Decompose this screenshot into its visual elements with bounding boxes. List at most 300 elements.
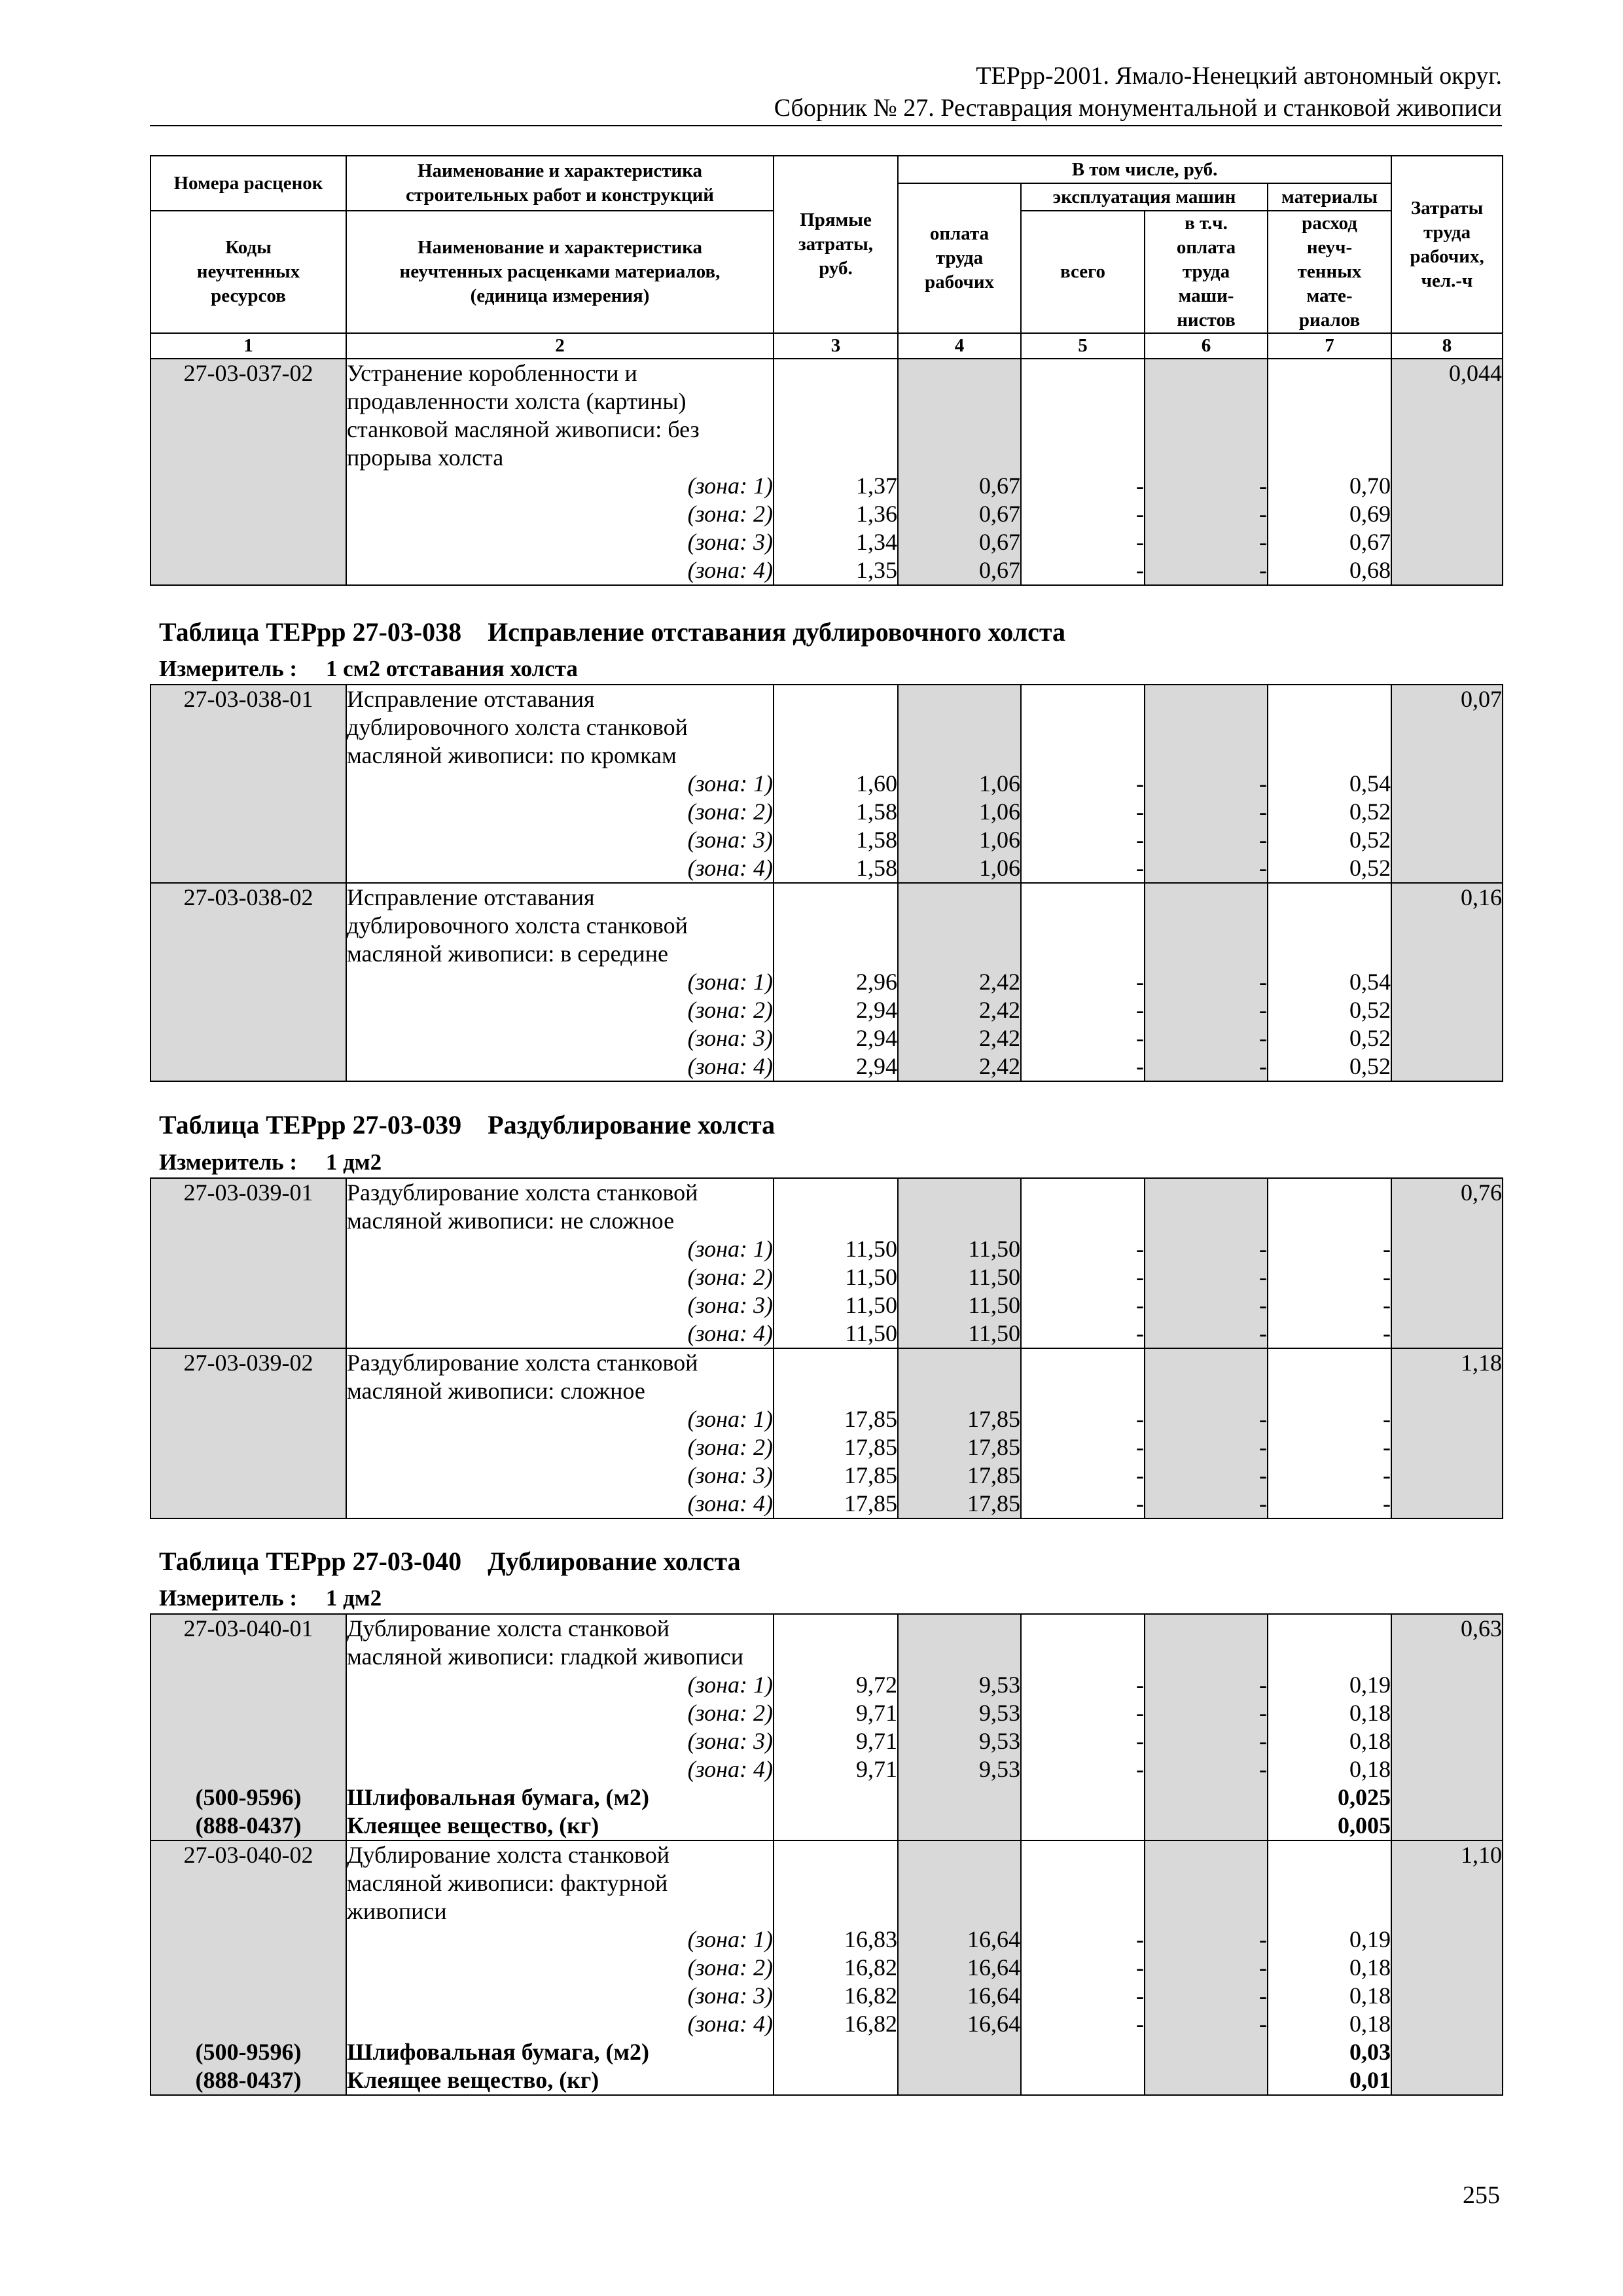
worker-wages [898, 685, 1021, 883]
direct-cost-value: 17,85 [844, 1434, 897, 1460]
direct-costs [774, 685, 898, 883]
col-header-labor-costs-line: рабочих, [1410, 245, 1484, 267]
resource-code: (888-0437) [195, 1812, 302, 1839]
rate-description [346, 1348, 774, 1518]
direct-cost-value: 9,71 [856, 1756, 897, 1782]
direct-costs [774, 359, 898, 585]
col-header-direct-costs [774, 156, 898, 333]
direct-cost-value: 16,82 [844, 2011, 897, 2037]
materials-cost-value: - [1383, 1320, 1391, 1346]
zone-label: (зона: 2) [687, 1700, 773, 1726]
rate-description-line: станковой масляной живописи: без [347, 416, 700, 442]
worker-wage-value: 2,42 [979, 1025, 1020, 1051]
direct-cost-value: 11,50 [845, 1320, 897, 1346]
zone-label: (зона: 3) [687, 1292, 773, 1318]
machine-total-value: - [1136, 798, 1144, 825]
col-header-including: В том числе, руб. [898, 156, 1391, 183]
worker-wage-value: 16,64 [967, 1926, 1020, 1952]
machine-total-value: - [1136, 1700, 1144, 1726]
running-header [150, 60, 1502, 124]
zone-label: (зона: 1) [687, 969, 773, 995]
materials-cost-value: - [1383, 1264, 1391, 1290]
resource-quantity: 0,025 [1338, 1784, 1391, 1810]
direct-cost-value: 11,50 [845, 1292, 897, 1318]
col-header-material-usage-line: расход [1302, 213, 1357, 234]
zone-label: (зона: 2) [687, 798, 773, 825]
worker-wage-value: 17,85 [967, 1490, 1020, 1516]
col-header-resource-codes-line: ресурсов [211, 285, 286, 306]
rate-row-27-03-040-02 [151, 1840, 1503, 2095]
machinist-wage-value: - [1259, 1406, 1267, 1432]
machinist-wage-value: - [1259, 557, 1267, 583]
col-header-direct-costs-line: затраты, [798, 234, 874, 255]
zone-label: (зона: 4) [687, 1053, 773, 1079]
machinist-wage-value: - [1259, 473, 1267, 499]
zone-label: (зона: 4) [687, 855, 773, 881]
machinist-wage-value: - [1259, 1434, 1267, 1460]
machinist-wage-value: - [1259, 529, 1267, 555]
machinist-wage-value: - [1259, 798, 1267, 825]
direct-cost-value: 1,36 [856, 501, 897, 527]
materials-cost-value: 0,52 [1349, 798, 1391, 825]
col-header-machinist-wages-line: в т.ч. [1185, 213, 1228, 234]
machine-total-value: - [1136, 1025, 1144, 1051]
rates-table-039 [150, 1177, 1503, 1519]
zone-label: (зона: 3) [687, 1982, 773, 2009]
table-title-039: Таблица ТЕРрр 27-03-039 Раздублирование холста [159, 1110, 776, 1139]
col-header-machine-total: всего [1021, 211, 1145, 333]
rate-code [151, 883, 346, 1081]
rate-description-line: масляной живописи: фактурной [347, 1870, 668, 1896]
materials-cost-value: - [1383, 1236, 1391, 1262]
col-header-worker-wages-line: рабочих [924, 272, 995, 293]
zone-label: (зона: 4) [687, 557, 773, 583]
col-header-material-usage-line: неуч- [1306, 237, 1353, 258]
machinist-wage-value: - [1259, 1728, 1267, 1754]
machine-total-value: - [1136, 1728, 1144, 1754]
materials-cost [1268, 1178, 1391, 1348]
col-number: 1 [151, 333, 346, 359]
materials-cost [1268, 1614, 1391, 1840]
machinist-wage-value: - [1259, 2011, 1267, 2037]
rate-description-line: масляной живописи: по кромкам [347, 742, 677, 768]
resource-name: Шлифовальная бумага, (м2) [347, 2039, 649, 2065]
rates-table-037 [150, 155, 1503, 586]
col-header-machinist-wages-line: нистов [1177, 310, 1236, 331]
rate-description-line: Раздублирование холста станковой [347, 1179, 698, 1206]
col-header-machinist-wages-line: маши- [1178, 285, 1234, 306]
worker-wage-value: 1,06 [979, 798, 1020, 825]
direct-cost-value: 1,60 [856, 770, 897, 797]
zone-label: (зона: 3) [687, 529, 773, 555]
materials-cost-value: 0,69 [1349, 501, 1391, 527]
worker-wages [898, 1840, 1021, 2095]
machine-total-value: - [1136, 1672, 1144, 1698]
labor-cost-value: 0,76 [1461, 1179, 1502, 1206]
materials-cost-value: 0,54 [1349, 770, 1391, 797]
rate-code [151, 1348, 346, 1518]
worker-wage-value: 1,06 [979, 827, 1020, 853]
measure-unit-038: Измеритель : 1 см2 отставания холста [159, 656, 578, 681]
materials-cost [1268, 359, 1391, 585]
header-rule [150, 125, 1502, 126]
worker-wages [898, 1178, 1021, 1348]
direct-cost-value: 17,85 [844, 1406, 897, 1432]
col-header-direct-costs-line: руб. [819, 258, 853, 279]
machine-total-value: - [1136, 827, 1144, 853]
machinist-wage-value: - [1259, 770, 1267, 797]
col-header-material-usage-line: риалов [1298, 310, 1361, 331]
rate-description [346, 1614, 774, 1840]
direct-cost-value: 1,58 [856, 798, 897, 825]
labor-cost-value: 1,10 [1461, 1842, 1502, 1868]
worker-wage-value: 2,42 [979, 997, 1020, 1023]
col-number: 2 [346, 333, 774, 359]
direct-cost-value: 11,50 [845, 1264, 897, 1290]
machinist-wage-value: - [1259, 1025, 1267, 1051]
rate-row-27-03-038-01 [151, 685, 1503, 883]
labor-costs [1391, 883, 1503, 1081]
worker-wage-value: 0,67 [979, 529, 1020, 555]
worker-wage-value: 9,53 [979, 1700, 1020, 1726]
direct-cost-value: 1,35 [856, 557, 897, 583]
materials-cost-value: - [1383, 1292, 1391, 1318]
machine-total-value: - [1136, 969, 1144, 995]
machine-total [1021, 1614, 1145, 1840]
col-header-labor-costs-line: Затраты [1410, 197, 1484, 219]
machinist-wages [1145, 1614, 1268, 1840]
rate-description-line: масляной живописи: гладкой живописи [347, 1643, 744, 1670]
labor-cost-value: 0,07 [1461, 686, 1502, 712]
zone-label: (зона: 1) [687, 770, 773, 797]
machinist-wage-value: - [1259, 969, 1267, 995]
direct-cost-value: 11,50 [845, 1236, 897, 1262]
rate-code-text: 27-03-039-02 [183, 1350, 313, 1376]
zone-label: (зона: 4) [687, 1756, 773, 1782]
machine-total-value: - [1136, 1926, 1144, 1952]
materials-cost-value: 0,18 [1349, 1700, 1391, 1726]
worker-wage-value: 16,64 [967, 2011, 1020, 2037]
machinist-wage-value: - [1259, 1672, 1267, 1698]
machine-total-value: - [1136, 1462, 1144, 1488]
machine-total-value: - [1136, 1320, 1144, 1346]
col-header-machinist-wages-line: оплата [1176, 237, 1236, 258]
rate-row-27-03-038-02 [151, 883, 1503, 1081]
rate-description [346, 359, 774, 585]
worker-wage-value: 11,50 [968, 1320, 1020, 1346]
direct-cost-value: 1,58 [856, 827, 897, 853]
rate-description-line: прорыва холста [347, 444, 504, 471]
materials-cost-value: - [1383, 1406, 1391, 1432]
rate-code [151, 1840, 346, 2095]
machinist-wage-value: - [1259, 997, 1267, 1023]
rate-row-27-03-037-02 [151, 359, 1503, 585]
col-header-worker-wages-line: оплата [929, 223, 990, 244]
col-header-materials: материалы [1268, 183, 1391, 211]
zone-label: (зона: 1) [687, 1926, 773, 1952]
direct-costs [774, 1840, 898, 2095]
resource-name: Клеящее вещество, (кг) [347, 2067, 599, 2093]
machinist-wage-value: - [1259, 1264, 1267, 1290]
materials-cost [1268, 1840, 1391, 2095]
rate-code [151, 1178, 346, 1348]
worker-wage-value: 0,67 [979, 501, 1020, 527]
measure-unit-039: Измеритель : 1 дм2 [159, 1149, 382, 1175]
machinist-wage-value: - [1259, 1490, 1267, 1516]
rate-code [151, 359, 346, 585]
worker-wages [898, 1348, 1021, 1518]
machine-total-value: - [1136, 1982, 1144, 2009]
direct-costs [774, 883, 898, 1081]
worker-wage-value: 16,64 [967, 1982, 1020, 2009]
machine-total-value: - [1136, 855, 1144, 881]
rate-description-line: Исправление отставания [347, 884, 595, 910]
labor-cost-value: 1,18 [1461, 1350, 1502, 1376]
zone-label: (зона: 2) [687, 501, 773, 527]
materials-cost-value: 0,19 [1349, 1672, 1391, 1698]
machine-total-value: - [1136, 473, 1144, 499]
zone-label: (зона: 2) [687, 1264, 773, 1290]
materials-cost-value: 0,19 [1349, 1926, 1391, 1952]
materials-cost-value: 0,70 [1349, 473, 1391, 499]
machinist-wages [1145, 1348, 1268, 1518]
direct-cost-value: 9,71 [856, 1728, 897, 1754]
header-line-2: Сборник № 27. Реставрация монументальной и станковой живописи [774, 94, 1502, 122]
materials-cost-value: 0,52 [1349, 827, 1391, 853]
col-header-machinist-wages [1145, 211, 1268, 333]
worker-wages [898, 1614, 1021, 1840]
col-header-material-usage [1268, 211, 1391, 333]
col-header-material-name [346, 211, 774, 333]
rate-description-line: дублировочного холста станковой [347, 912, 688, 939]
materials-cost [1268, 1348, 1391, 1518]
machinist-wage-value: - [1259, 1756, 1267, 1782]
labor-cost-value: 0,044 [1449, 360, 1503, 386]
materials-cost-value: - [1383, 1434, 1391, 1460]
worker-wage-value: 17,85 [967, 1434, 1020, 1460]
col-header-material-usage-line: мате- [1306, 285, 1353, 306]
direct-cost-value: 2,94 [856, 997, 897, 1023]
rate-code-text: 27-03-038-02 [183, 884, 313, 910]
materials-cost-value: 0,18 [1349, 2011, 1391, 2037]
worker-wage-value: 9,53 [979, 1728, 1020, 1754]
machine-total-value: - [1136, 2011, 1144, 2037]
machine-total-value: - [1136, 997, 1144, 1023]
machinist-wages [1145, 1178, 1268, 1348]
table-title-038: Таблица ТЕРрр 27-03-038 Исправление отставания дублировочного холста [159, 617, 1066, 647]
machine-total-value: - [1136, 1053, 1144, 1079]
zone-label: (зона: 2) [687, 1954, 773, 1981]
materials-cost-value: - [1383, 1490, 1391, 1516]
zone-label: (зона: 1) [687, 1406, 773, 1432]
col-header-material-usage-line: тенных [1297, 261, 1362, 282]
worker-wage-value: 2,42 [979, 1053, 1020, 1079]
machinist-wage-value: - [1259, 1926, 1267, 1952]
rate-description-line: Раздублирование холста станковой [347, 1350, 698, 1376]
rate-description-line: Исправление отставания [347, 686, 595, 712]
machine-total-value: - [1136, 557, 1144, 583]
col-header-work-name [346, 156, 774, 211]
worker-wage-value: 11,50 [968, 1236, 1020, 1262]
materials-cost-value: 0,52 [1349, 1025, 1391, 1051]
rate-description-line: живописи [347, 1898, 447, 1924]
machinist-wage-value: - [1259, 1292, 1267, 1318]
worker-wage-value: 11,50 [968, 1264, 1020, 1290]
worker-wage-value: 9,53 [979, 1672, 1020, 1698]
page-number: 255 [1463, 2181, 1500, 2209]
worker-wage-value: 17,85 [967, 1462, 1020, 1488]
machinist-wage-value: - [1259, 855, 1267, 881]
machinist-wage-value: - [1259, 1462, 1267, 1488]
direct-cost-value: 16,82 [844, 1954, 897, 1981]
direct-cost-value: 17,85 [844, 1490, 897, 1516]
machinist-wages [1145, 883, 1268, 1081]
materials-cost-value: 0,52 [1349, 1053, 1391, 1079]
direct-cost-value: 16,83 [844, 1926, 897, 1952]
zone-label: (зона: 1) [687, 1236, 773, 1262]
worker-wage-value: 2,42 [979, 969, 1020, 995]
rate-row-27-03-039-02 [151, 1348, 1503, 1518]
direct-cost-value: 1,58 [856, 855, 897, 881]
col-number: 3 [774, 333, 898, 359]
machine-total [1021, 685, 1145, 883]
resource-code: (500-9596) [195, 2039, 302, 2065]
direct-cost-value: 9,71 [856, 1700, 897, 1726]
direct-cost-value: 17,85 [844, 1462, 897, 1488]
machinist-wages [1145, 685, 1268, 883]
materials-cost-value: 0,18 [1349, 1756, 1391, 1782]
col-header-work-name-line: Наименование и характеристика [417, 160, 703, 181]
direct-costs [774, 1614, 898, 1840]
machinist-wages [1145, 359, 1268, 585]
zone-label: (зона: 2) [687, 997, 773, 1023]
rate-row-27-03-040-01 [151, 1614, 1503, 1840]
labor-cost-value: 0,63 [1461, 1615, 1502, 1641]
col-header-machine-operation: эксплуатация машин [1021, 183, 1268, 211]
col-header-work-name-line: строительных работ и конструкций [405, 185, 715, 206]
machinist-wage-value: - [1259, 1320, 1267, 1346]
materials-cost-value: 0,68 [1349, 557, 1391, 583]
machinist-wage-value: - [1259, 1053, 1267, 1079]
machine-total [1021, 1348, 1145, 1518]
machine-total-value: - [1136, 529, 1144, 555]
rate-description-line: Дублирование холста станковой [347, 1615, 670, 1641]
machinist-wage-value: - [1259, 1982, 1267, 2009]
machine-total-value: - [1136, 1406, 1144, 1432]
col-header-material-name-line: неучтенных расценками материалов, [399, 261, 721, 282]
rate-description [346, 1840, 774, 2095]
col-header-resource-codes-line: Коды [225, 237, 272, 258]
machinist-wages [1145, 1840, 1268, 2095]
labor-cost-value: 0,16 [1461, 884, 1502, 910]
zone-label: (зона: 3) [687, 1025, 773, 1051]
materials-cost-value: 0,52 [1349, 997, 1391, 1023]
col-header-worker-wages-line: труда [935, 247, 984, 268]
direct-costs [774, 1348, 898, 1518]
direct-cost-value: 2,96 [856, 969, 897, 995]
rate-description-line: масляной живописи: сложное [347, 1378, 645, 1404]
col-number: 7 [1268, 333, 1391, 359]
machine-total-value: - [1136, 1264, 1144, 1290]
machine-total [1021, 1840, 1145, 2095]
direct-cost-value: 1,37 [856, 473, 897, 499]
zone-label: (зона: 4) [687, 2011, 773, 2037]
direct-cost-value: 9,72 [856, 1672, 897, 1698]
rate-description-line: масляной живописи: в середине [347, 941, 668, 967]
zone-label: (зона: 2) [687, 1434, 773, 1460]
rate-row-27-03-039-01 [151, 1178, 1503, 1348]
labor-costs [1391, 1840, 1503, 2095]
materials-cost-value: 0,52 [1349, 855, 1391, 881]
materials-cost [1268, 883, 1391, 1081]
col-header-material-name-line: (единица измерения) [470, 285, 650, 306]
worker-wage-value: 11,50 [968, 1292, 1020, 1318]
machine-total-value: - [1136, 1434, 1144, 1460]
resource-quantity: 0,005 [1338, 1812, 1391, 1839]
rates-table-040 [150, 1613, 1503, 2096]
machine-total-value: - [1136, 501, 1144, 527]
zone-label: (зона: 1) [687, 473, 773, 499]
machine-total-value: - [1136, 1292, 1144, 1318]
machine-total-value: - [1136, 1954, 1144, 1981]
resource-name: Клеящее вещество, (кг) [347, 1812, 599, 1839]
rate-description-line: Дублирование холста станковой [347, 1842, 670, 1868]
machine-total [1021, 359, 1145, 585]
labor-costs [1391, 1178, 1503, 1348]
worker-wage-value: 17,85 [967, 1406, 1020, 1432]
zone-label: (зона: 3) [687, 1728, 773, 1754]
resource-code: (500-9596) [195, 1784, 302, 1810]
col-header-rate-numbers: Номера расценок [151, 156, 346, 211]
rate-description-line: дублировочного холста станковой [347, 714, 688, 740]
rate-code [151, 1614, 346, 1840]
machine-total-value: - [1136, 770, 1144, 797]
labor-costs [1391, 1348, 1503, 1518]
zone-label: (зона: 4) [687, 1320, 773, 1346]
worker-wage-value: 0,67 [979, 557, 1020, 583]
worker-wages [898, 883, 1021, 1081]
zone-label: (зона: 1) [687, 1672, 773, 1698]
col-number: 4 [898, 333, 1021, 359]
materials-cost-value: 0,18 [1349, 1982, 1391, 2009]
machinist-wage-value: - [1259, 1954, 1267, 1981]
materials-cost-value: 0,54 [1349, 969, 1391, 995]
rate-description-line: Устранение коробленности и [347, 360, 637, 386]
machine-total [1021, 883, 1145, 1081]
rate-code-text: 27-03-039-01 [183, 1179, 313, 1206]
worker-wage-value: 0,67 [979, 473, 1020, 499]
col-header-resource-codes-line: неучтенных [196, 261, 300, 282]
header-line-1: ТЕРрр-2001. Ямало-Ненецкий автономный округ. [976, 62, 1502, 90]
col-number: 5 [1021, 333, 1145, 359]
rate-description-line: продавленности холста (картины) [347, 388, 687, 414]
direct-cost-value: 2,94 [856, 1025, 897, 1051]
col-number: 6 [1145, 333, 1268, 359]
materials-cost-value: 0,18 [1349, 1728, 1391, 1754]
zone-label: (зона: 4) [687, 1490, 773, 1516]
zone-label: (зона: 3) [687, 1462, 773, 1488]
rate-description [346, 1178, 774, 1348]
rate-code-text: 27-03-040-01 [183, 1615, 313, 1641]
worker-wages [898, 359, 1021, 585]
col-header-direct-costs-line: Прямые [800, 209, 872, 230]
measure-unit-040: Измеритель : 1 дм2 [159, 1585, 382, 1611]
materials-cost-value: 0,18 [1349, 1954, 1391, 1981]
rate-code-text: 27-03-040-02 [183, 1842, 313, 1868]
machinist-wage-value: - [1259, 1700, 1267, 1726]
materials-cost [1268, 685, 1391, 883]
rate-code [151, 685, 346, 883]
